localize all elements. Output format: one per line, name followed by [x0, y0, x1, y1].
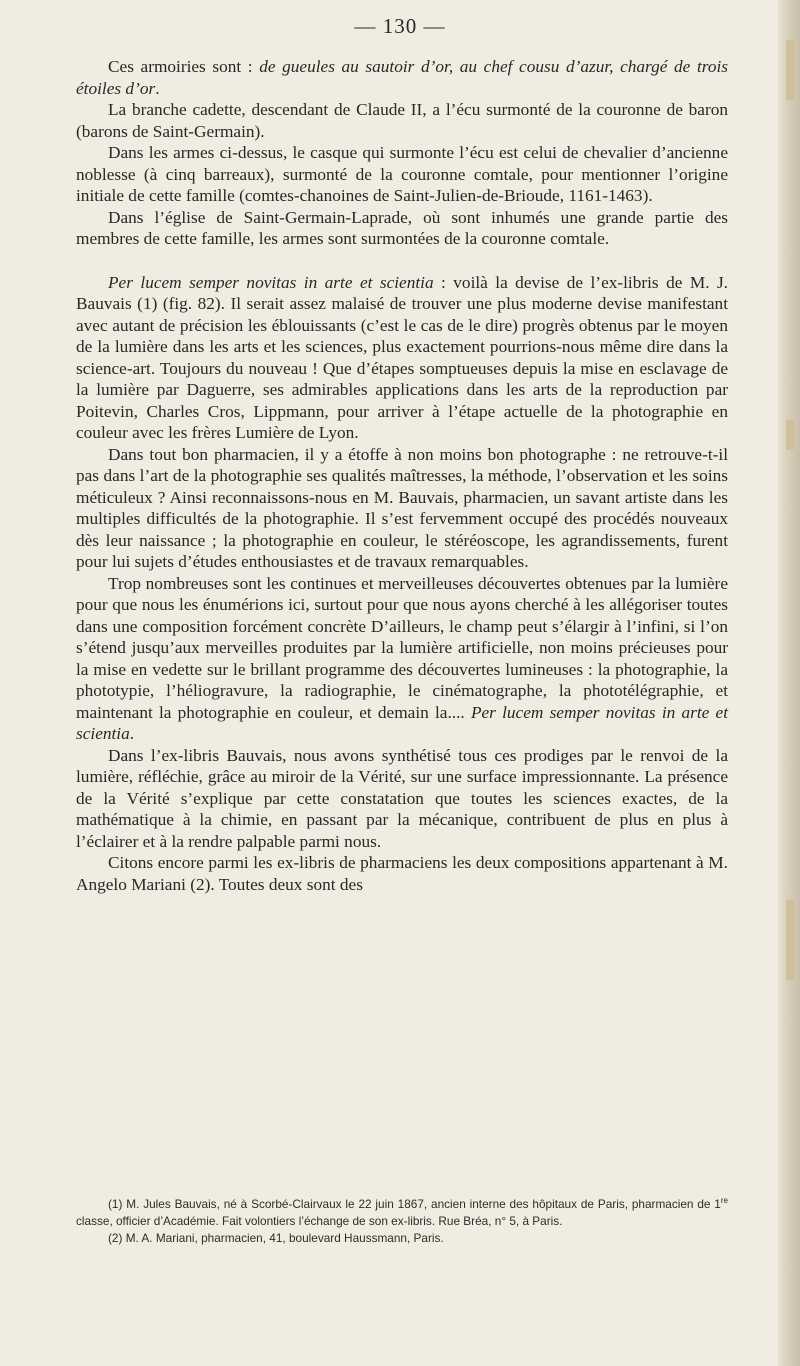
text-run: Dans l’église de Saint-Germain-Laprade, où sont inhumés une grande partie des membres de cette famille, les armes sont surmontées de la couronne comtale.	[76, 207, 728, 248]
text-run: La branche cadette, descendant de Claude II, a l’écu surmonté de la couronne de baron (barons de Saint-Germain).	[76, 100, 728, 141]
paragraph	[76, 745, 728, 853]
text-run: Dans l’ex-libris Bauvais, nous avons synthétisé tous ces prodiges par le renvoi de la lumière, réfléchie, grâce au miroir de la Vérité, sur une surface impressionnante. La présence de la Vérité s’explique par cette constatation que toutes les sciences exactes, de la mathématique à la chimie, en passant par la mécanique, contribuent de plus en plus à l’éclairer et à la rendre palpable parmi nous.	[76, 745, 728, 851]
paragraph	[76, 207, 728, 250]
text-run: Dans tout bon pharmacien, il y a étoffe à non moins bon photographe : ne retrouve-t-il pas dans l’art de la photographie ses qualités maîtresses, la méthode, l’observation et les soins méticuleux ? Ainsi reconnaissons-nous en M. Bauvais, pharmacien, un savant artiste dans les multiples difficultés de la photographie. Il s’est fervemment occupé des procédés nouveaux dès leur naissance ; la photographie en couleur, le stéréoscope, les agrandissements, furent pour lui sujets d’études enthousiastes et de travaux remarquables.	[76, 444, 728, 571]
text-run: classe, officier d’Académie. Fait volontiers l’échange de son ex-libris. Rue Bréa, n° 5, à Paris.	[76, 1213, 563, 1228]
paragraph	[76, 444, 728, 573]
paragraph	[76, 142, 728, 207]
text-run: Trop nombreuses sont les continues et merveilleuses découvertes obtenues par la lumière pour que nous les énumérions ici, surtout pour que nous ayons cherché à les allégoriser toutes dans une composition forcément concrète D’ailleurs, le champ peut s’élargir à l’infini, si l’on s’étend jusqu’aux merveilles produites par la lumière artificielle, non moins précieuses pour la mise en vedette sur le brillant programme des découvertes lumineuses : la photographie, la phototypie, l’héliogravure, la radiographie, le cinématographe, la phototélégraphie, et maintenant la photographie en couleur, et demain la....	[76, 573, 728, 722]
page-number: — 130 —	[354, 14, 446, 38]
footnotes	[76, 1192, 728, 1247]
text-run: .	[155, 78, 160, 98]
paragraph	[76, 852, 728, 895]
paragraph	[76, 99, 728, 142]
text-run: Citons encore parmi les ex-libris de pharmaciens les deux compositions appartenant à M. Angelo Mariani (2). Toutes deux sont des	[76, 853, 728, 894]
text-run: .	[129, 724, 135, 743]
footnote	[76, 1230, 728, 1247]
text-run: (1) M. Jules Bauvais, né à Scorbé-Clairvaux le 22 juin 1867, ancien interne des hôpitaux de Paris, pharmacien de 1	[108, 1196, 721, 1211]
italic-text: Per lucem semper novitas in arte et scientia	[108, 272, 434, 292]
text-run: Dans les armes ci-dessus, le casque qui surmonte l’écu est celui de chevalier d’ancienne noblesse (à cinq barreaux), surmonté de la couronne comtale, pour mentionner l’origine initiale de cette famille (comtes-chanoines de Saint-Julien-de-Brioude, 1161-1463).	[76, 143, 728, 205]
text-run: : voilà la devise de l’ex-libris de M. J. Bauvais (1) (fig. 82). Il serait assez malaisé de trouver une plus moderne devise manifestant avec autant de précision les éblouissants (c’est le cas de le dire) progrès obtenus par le moyen de la lumière dans les arts et les sciences, plus exactement pourrions-nous même dire dans la science-art. Toujours du nouveau ! Que d’étapes somptueuses depuis la mise en esclavage de la lumière par Daguerre, ses admirables applications dans les arts de la reproduction par Poitevin, Charles Cros, Lippmann, pour arriver à l’étape actuelle de la photographie en couleur avec les frères Lumière de Lyon.	[76, 272, 729, 442]
paragraph	[76, 272, 728, 444]
italic-text: de gueules au sautoir d’or, au chef cousu d’azur, chargé de trois étoiles d’or	[76, 57, 729, 98]
footnote	[76, 1192, 728, 1230]
text-run: (2) M. A. Mariani, pharmacien, 41, boulevard Haussmann, Paris.	[108, 1230, 444, 1245]
italic-text: Per lucem semper novitas in arte et scientia	[76, 702, 729, 743]
superscript: re	[720, 1196, 728, 1205]
page-edge-shadow	[778, 0, 800, 1366]
text-run: Ces armoiries sont :	[108, 57, 260, 76]
paragraph	[76, 56, 728, 99]
body-text	[76, 56, 728, 895]
paragraph	[76, 573, 728, 745]
